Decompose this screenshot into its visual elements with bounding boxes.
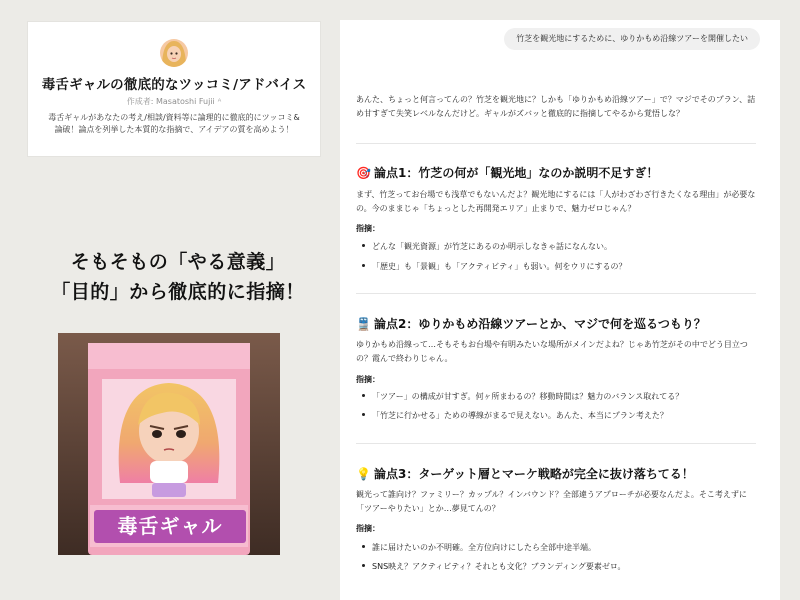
headline: [28, 247, 328, 307]
point-3-body: 観光って誰向け？ファミリー？カップル？インバウンド？全部違うアプローチが必要なんだよ。そこ考えずに「ツアーやりたい」とか…夢見てんの？: [356, 490, 747, 513]
point-1-bullet-1: どんな「観光資源」が竹芝にあるのか明示しなきゃ話になんない。: [362, 241, 758, 252]
point-1-body: まず、竹芝ってお台場でも浅草でもないんだよ？観光地にするには「人がわざわざ行きたくなる理由」が必要なの。今のままじゃ「ちょっとした再開発エリア」止まりで、魅力ゼロじゃん？: [356, 190, 756, 213]
headline-line-2: 「目的」から徹底的に指摘！: [51, 281, 305, 303]
assistant-intro: あんた、ちょっと何言ってんの？竹芝を観光地に？しかも「ゆりかもめ沿線ツアー」で？マジでそのプラン、詰め甘すぎて失笑レベルなんだけど。ギャルがズバッと徹底的に指摘してやるから覚悟しな？: [356, 95, 756, 118]
point-2-label: 指摘：: [356, 375, 380, 384]
user-message-bubble: 竹芝を観光地にするために、ゆりかもめ沿線ツアーを開催したい: [504, 28, 760, 50]
point-3-label: 指摘：: [356, 524, 380, 533]
divider: [356, 293, 756, 294]
figure-illustration: [58, 333, 280, 555]
point-1-label: 指摘：: [356, 224, 380, 233]
point-1-bullet-2: 「歴史」も「景観」も「アクティビティ」も弱い。何をウリにするの？: [362, 261, 758, 272]
point-1-heading: [356, 164, 760, 181]
point-1-title: 論点1：竹芝の何が「観光地」なのか説明不足すぎ！: [374, 166, 659, 180]
target-icon: 🎯: [356, 165, 371, 180]
point-2-bullet-2: 「竹芝に行かせる」ための導線がまるで見えない。あんた、本当にプラン考えた？: [362, 410, 758, 421]
person-icon: ᴬ: [217, 97, 222, 106]
gpt-title: 毒舌ギャルの徹底的なツッコミ/アドバイス: [41, 77, 307, 93]
point-3-title: 論点3：ターゲット層とマーケ戦略が完全に抜け落ちてる！: [374, 467, 694, 481]
headline-line-1: そもそもの「やる意義」: [70, 251, 286, 273]
chat-panel[interactable]: [340, 20, 780, 600]
point-2-body: ゆりかもめ沿線って…そもそもお台場や有明みたいな場所がメインだよね？じゃあ竹芝がその中でどう目立つの？霞んで終わりじゃん。: [356, 340, 748, 363]
gpt-author: [28, 96, 320, 107]
gpt-profile-card: [28, 22, 320, 156]
point-3-bullet-2: SNS映え？アクティビティ？それとも文化？ブランディング要素ゼロ。: [362, 561, 758, 572]
point-3-heading: [356, 465, 760, 482]
divider: [356, 143, 756, 144]
point-2-heading: [356, 315, 760, 332]
train-icon: 🚆: [356, 316, 371, 331]
lightbulb-icon: 💡: [356, 466, 371, 481]
divider: [356, 443, 756, 444]
gpt-description: 毒舌ギャルがあなたの考え/相談/資料等に論理的に徹底的にツッコミ&論破！論点を列挙した本質的な指摘で、アイデアの質を高めよう！: [48, 113, 300, 134]
point-3-bullet-1: 誰に届けたいのか不明確。全方位向けにしたら全部中途半端。: [362, 542, 758, 553]
point-2-bullet-1: 「ツアー」の構成が甘すぎ。何ヶ所まわるの？移動時間は？魅力のバランス取れてる？: [362, 391, 758, 402]
author-name: 作成者: Masatoshi Fujii: [126, 97, 215, 106]
gpt-avatar: [160, 39, 188, 67]
point-2-title: 論点2：ゆりかもめ沿線ツアーとか、マジで何を巡るつもり？: [374, 317, 706, 331]
figure-caption: 毒舌ギャル: [94, 510, 246, 543]
